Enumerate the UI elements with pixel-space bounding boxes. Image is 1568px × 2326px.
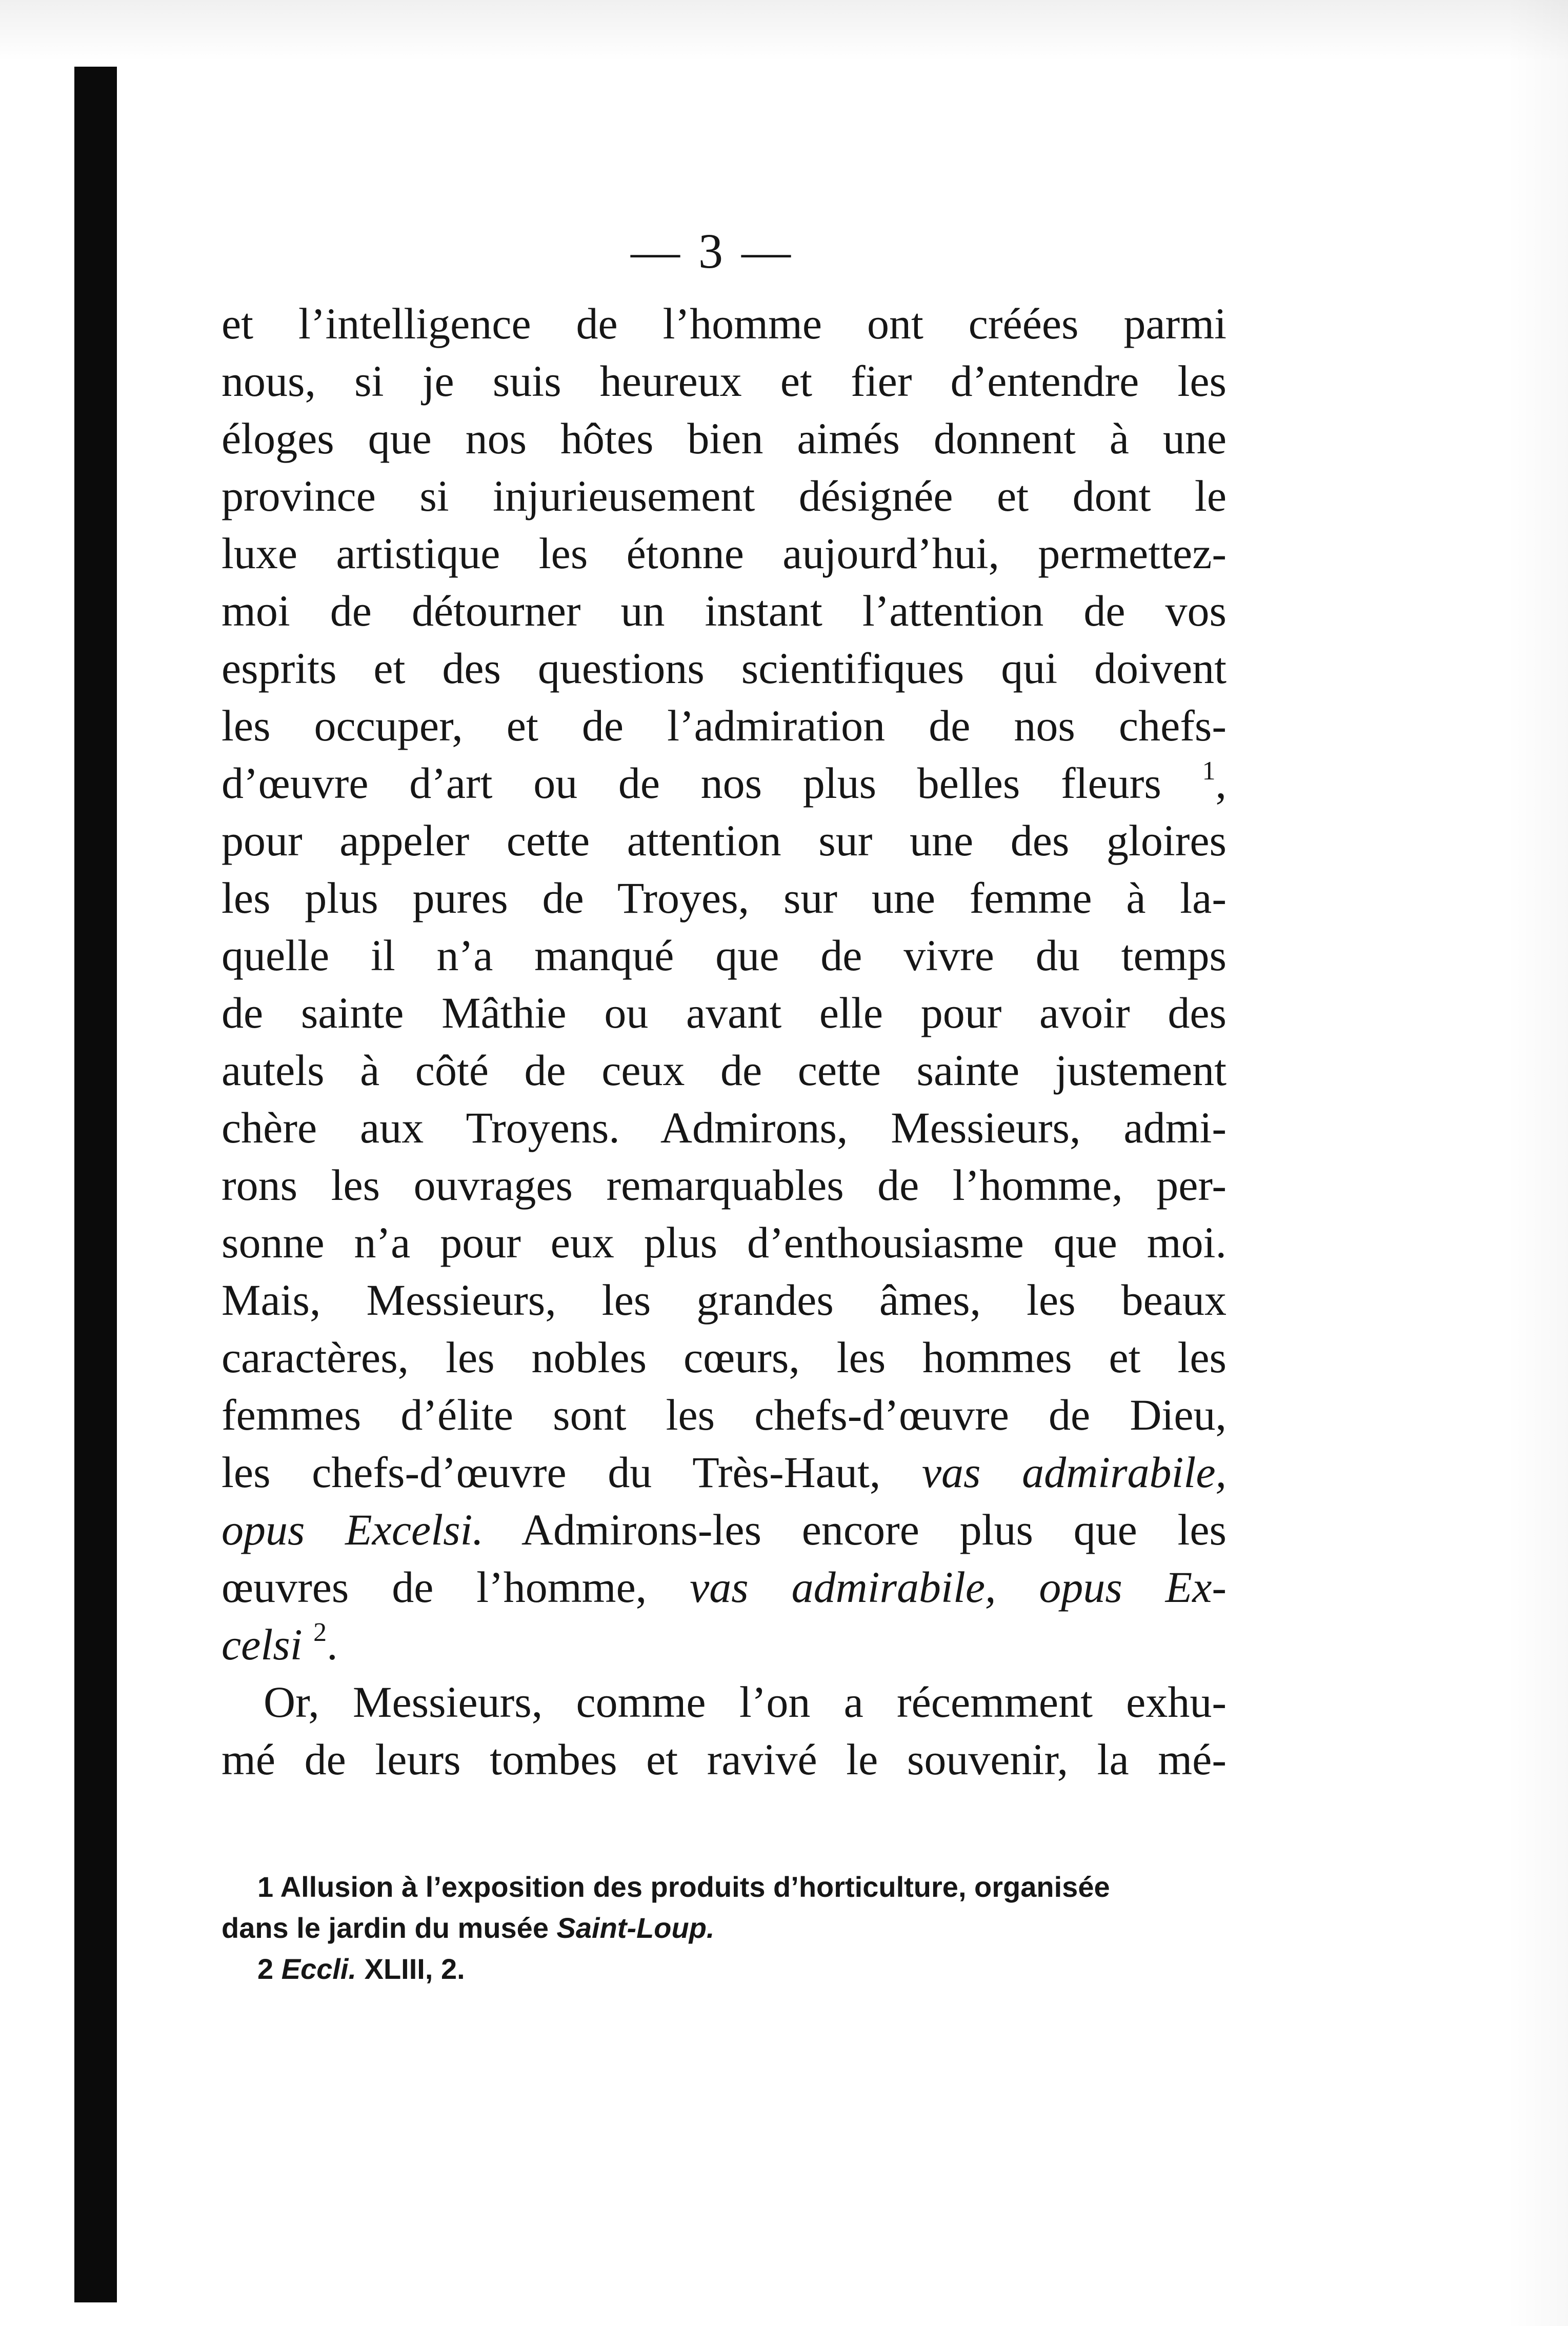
text-line: [222, 1443, 1227, 1501]
text-line: [222, 639, 1227, 697]
footnote-text: dans le jardin du musée: [222, 1912, 549, 1944]
line-tail: ,: [1215, 758, 1227, 808]
text-line: [222, 1156, 1227, 1214]
text-line: [222, 754, 1227, 812]
footnote-ref: 2: [313, 1618, 327, 1647]
text-line: [222, 812, 1227, 869]
line-text: caractères, les nobles cœurs, les hommes et les: [222, 1333, 1227, 1382]
latin-phrase: opus Excelsi.: [222, 1505, 484, 1554]
text-line: [222, 984, 1227, 1041]
text-line: [222, 1271, 1227, 1329]
line-text: moi de détourner un instant l’attention de vos: [222, 586, 1227, 635]
line-text: de sainte Mâthie ou avant elle pour avoir des: [222, 988, 1227, 1037]
text-line: [222, 1041, 1227, 1099]
line-text: sonne n’a pour eux plus d’enthousiasme que moi.: [222, 1218, 1227, 1267]
footnote-ref: 1: [1202, 756, 1216, 786]
scan-top-edge: [0, 0, 1568, 77]
line-text: Or, Messieurs, comme l’on a récemment exhu-: [264, 1677, 1227, 1727]
text-line: [222, 697, 1227, 754]
footnote-italic: Eccli.: [281, 1953, 357, 1985]
body-text: [222, 295, 1227, 1788]
text-line: [222, 410, 1227, 467]
footnote-text: 1 Allusion à l’exposition des produits d’horticulture, organisée: [257, 1871, 1110, 1903]
line-text: province si injurieusement désignée et dont le: [222, 471, 1227, 520]
text-line: [222, 525, 1227, 582]
line-text: quelle il n’a manqué que de vivre du temps: [222, 931, 1227, 980]
line-text: les plus pures de Troyes, sur une femme à la-: [222, 873, 1227, 923]
line-text: nous, si je suis heureux et fier d’entendre les: [222, 356, 1227, 406]
line-text: Admirons-les encore plus que les: [521, 1505, 1227, 1554]
text-line: [222, 295, 1227, 352]
line-text: chère aux Troyens. Admirons, Messieurs, admi-: [222, 1103, 1227, 1152]
binding-edge: [74, 67, 117, 2302]
footnote-1-continued: [222, 1908, 1227, 1949]
line-text: d’œuvre d’art ou de nos plus belles fleurs: [222, 758, 1161, 808]
line-text: rons les ouvrages remarquables de l’homme, per-: [222, 1160, 1227, 1210]
text-line: [222, 1558, 1227, 1616]
line-text: et l’intelligence de l’homme ont créées parmi: [222, 299, 1227, 348]
page-number: — 3 —: [631, 224, 794, 278]
latin-phrase: celsi: [222, 1620, 303, 1669]
text-line: [222, 927, 1227, 984]
line-text: Mais, Messieurs, les grandes âmes, les beaux: [222, 1275, 1227, 1325]
footnote-text: XLIII, 2.: [364, 1953, 465, 1985]
line-text: autels à côté de ceux de cette sainte justement: [222, 1046, 1227, 1095]
text-line: [222, 1329, 1227, 1386]
line-text: éloges que nos hôtes bien aimés donnent à une: [222, 414, 1227, 463]
text-line: [222, 1731, 1227, 1788]
footnote-italic: Saint-Loup.: [556, 1912, 715, 1944]
text-line: [222, 1386, 1227, 1443]
scan-right-edge: [1506, 0, 1568, 2326]
text-line: [222, 869, 1227, 927]
line-text: les chefs-d’œuvre du Très-Haut,: [222, 1448, 881, 1497]
latin-phrase: vas admirabile,: [921, 1448, 1227, 1497]
line-text: femmes d’élite sont les chefs-d’œuvre de Dieu,: [222, 1390, 1227, 1439]
text-line: [222, 1501, 1227, 1558]
latin-phrase: vas admirabile, opus Ex-: [690, 1562, 1227, 1612]
footnote-2: [222, 1949, 1227, 1990]
text-line: [222, 1673, 1227, 1731]
line-tail: .: [327, 1620, 338, 1669]
footnote-number: 2: [257, 1953, 274, 1985]
text-line: [222, 1616, 1227, 1673]
text-line: [222, 352, 1227, 410]
line-text: pour appeler cette attention sur une des gloires: [222, 816, 1227, 865]
text-line: [222, 582, 1227, 639]
line-text: œuvres de l’homme,: [222, 1562, 647, 1612]
line-text: luxe artistique les étonne aujourd’hui, permettez-: [222, 529, 1227, 578]
text-line: [222, 467, 1227, 525]
footnotes: [222, 1867, 1227, 1990]
text-line: [222, 1099, 1227, 1156]
text-line: [222, 1214, 1227, 1271]
line-text: esprits et des questions scientifiques qui doivent: [222, 644, 1227, 693]
line-text: mé de leurs tombes et ravivé le souvenir, la mé-: [222, 1735, 1227, 1784]
footnote-1: [222, 1867, 1227, 1908]
line-text: les occuper, et de l’admiration de nos chefs-: [222, 701, 1227, 750]
